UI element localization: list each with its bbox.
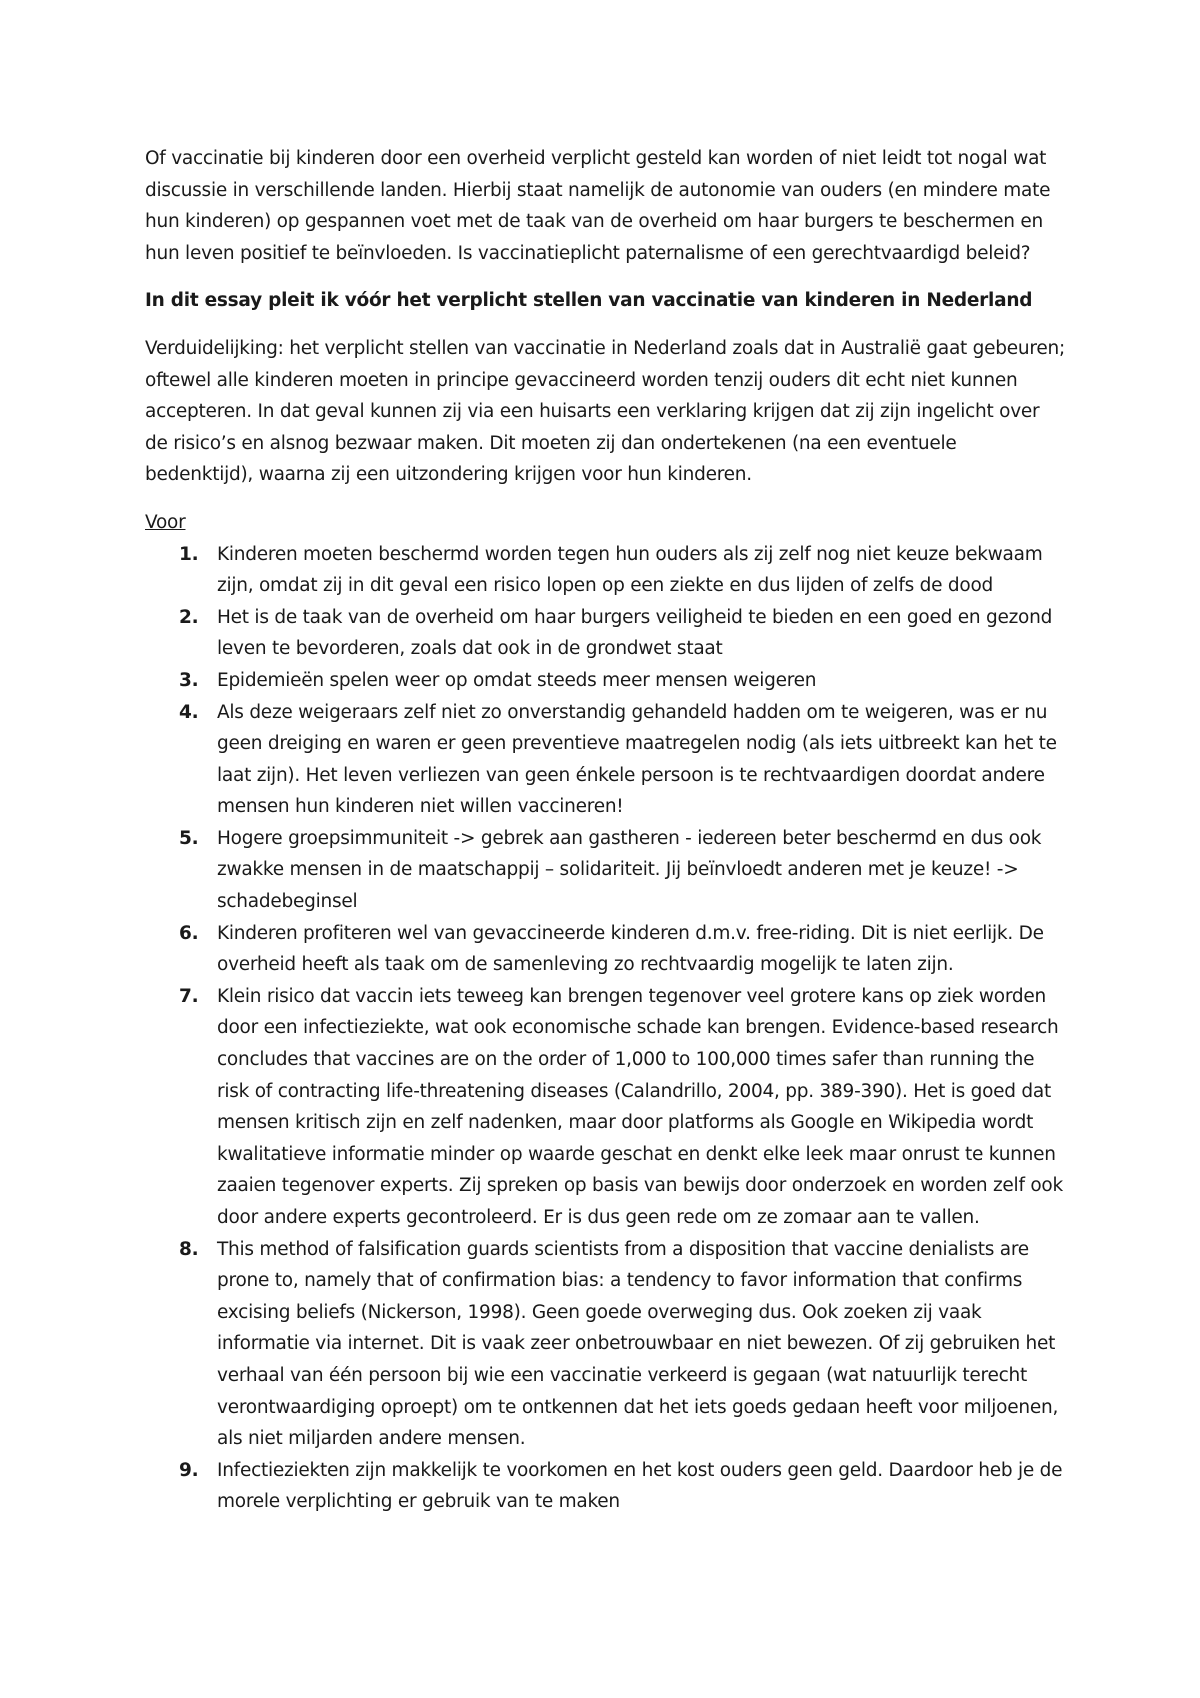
- list-item-text: Epidemieën spelen weer op omdat steeds meer mensen weigeren: [217, 669, 817, 691]
- list-item-text: Kinderen profiteren wel van gevaccineerde kinderen d.m.v. free-riding. Dit is niet eerlijk. De overheid heeft als taak om de samenleving zo rechtvaardig mogelijk te laten zijn.: [217, 922, 1044, 976]
- list-item: [145, 823, 1065, 918]
- list-item-text: Hogere groepsimmuniteit -> gebrek aan gastheren - iedereen beter beschermd en dus ook zwakke mensen in de maatschappij – solidariteit. Jij beïnvloedt anderen met je keuze! -> schadebeginsel: [217, 827, 1042, 913]
- list-item-text: Klein risico dat vaccin iets teweeg kan brengen tegenover veel grotere kans op ziek worden door een infectieziekte, wat ook economische schade kan brengen. Evidence-based research concludes that vaccines are on the order of 1,000 to 100,000 times safer than running the risk of contracting life-threatening diseases (Calandrillo, 2004, pp. 389-390). Het is goed dat mensen kritisch zijn en zelf nadenken, maar door platforms als Google en Wikipedia wordt kwalitatieve informatie minder op waarde geschat en denkt elke leek maar onrust te kunnen zaaien tegenover experts. Zij spreken op basis van bewijs door onderzoek en worden zelf ook door andere experts gecontroleerd. Er is dus geen rede om ze zomaar aan te vallen.: [217, 985, 1063, 1228]
- list-item-text: Het is de taak van de overheid om haar burgers veiligheid te bieden en een goed en gezond leven te bevorderen, zoals dat ook in de grondwet staat: [217, 606, 1053, 660]
- list-item-text: Kinderen moeten beschermd worden tegen hun ouders als zij zelf nog niet keuze bekwaam zijn, omdat zij in dit geval een risico lopen op een ziekte en dus lijden of zelfs de dood: [217, 543, 1043, 597]
- list-item-number: 7.: [179, 985, 199, 1007]
- list-item-number: 4.: [179, 701, 199, 723]
- list-item-number: 6.: [179, 922, 199, 944]
- list-item-number: 3.: [179, 669, 199, 691]
- list-item-number: 8.: [179, 1238, 199, 1260]
- list-item-text: This method of falsification guards scientists from a disposition that vaccine denialists are prone to, namely that of confirmation bias: a tendency to favor information that confirms excising beliefs (Nickerson, 1998). Geen goede overweging dus. Ook zoeken zij vaak informatie via internet. Dit is vaak zeer onbetrouwbaar en niet bewezen. Of zij gebruiken het verhaal van één persoon bij wie een vaccinatie verkeerd is gegaan (wat natuurlijk terecht verontwaardiging oproept) om te ontkennen dat het iets goeds gedaan heeft voor miljoenen, als niet miljarden andere mensen.: [217, 1238, 1059, 1450]
- list-item-number: 5.: [179, 827, 199, 849]
- document-page: [145, 143, 1065, 1518]
- list-item: [145, 539, 1065, 602]
- section-heading-voor: Voor: [145, 511, 186, 533]
- clarification-paragraph: Verduidelijking: het verplicht stellen van vaccinatie in Nederland zoals dat in Australië gaat gebeuren; oftewel alle kinderen moeten in principe gevaccineerd worden tenzij ouders dit echt niet kunnen accepteren. In dat geval kunnen zij via een huisarts een verklaring krijgen dat zij zijn ingelicht over de risico’s en alsnog bezwaar maken. Dit moeten zij dan ondertekenen (na een eventuele bedenktijd), waarna zij een uitzondering krijgen voor hun kinderen.: [145, 337, 1065, 486]
- list-item: [145, 918, 1065, 981]
- list-item-text: Infectieziekten zijn makkelijk te voorkomen en het kost ouders geen geld. Daardoor heb je de morele verplichting er gebruik van te maken: [217, 1459, 1063, 1513]
- list-item: [145, 602, 1065, 665]
- arguments-list: [145, 539, 1065, 1518]
- list-item-number: 9.: [179, 1459, 199, 1481]
- thesis-statement: In dit essay pleit ik vóór het verplicht stellen van vaccinatie van kinderen in Nederland: [145, 290, 1033, 312]
- list-item: [145, 981, 1065, 1234]
- list-item-text: Als deze weigeraars zelf niet zo onverstandig gehandeld hadden om te weigeren, was er nu geen dreiging en waren er geen preventieve maatregelen nodig (als iets uitbreekt kan het te laat zijn). Het leven verliezen van geen énkele persoon is te rechtvaardigen doordat andere mensen hun kinderen niet willen vaccineren!: [217, 701, 1057, 818]
- list-item: [145, 697, 1065, 823]
- list-item-number: 2.: [179, 606, 199, 628]
- list-item: [145, 1455, 1065, 1518]
- list-item: [145, 665, 1065, 697]
- list-item: [145, 1234, 1065, 1455]
- intro-paragraph: Of vaccinatie bij kinderen door een overheid verplicht gesteld kan worden of niet leidt tot nogal wat discussie in verschillende landen. Hierbij staat namelijk de autonomie van ouders (en mindere mate hun kinderen) op gespannen voet met de taak van de overheid om haar burgers te beschermen en hun leven positief te beïnvloeden. Is vaccinatieplicht paternalisme of een gerechtvaardigd beleid?: [145, 148, 1051, 264]
- list-item-number: 1.: [179, 543, 199, 565]
